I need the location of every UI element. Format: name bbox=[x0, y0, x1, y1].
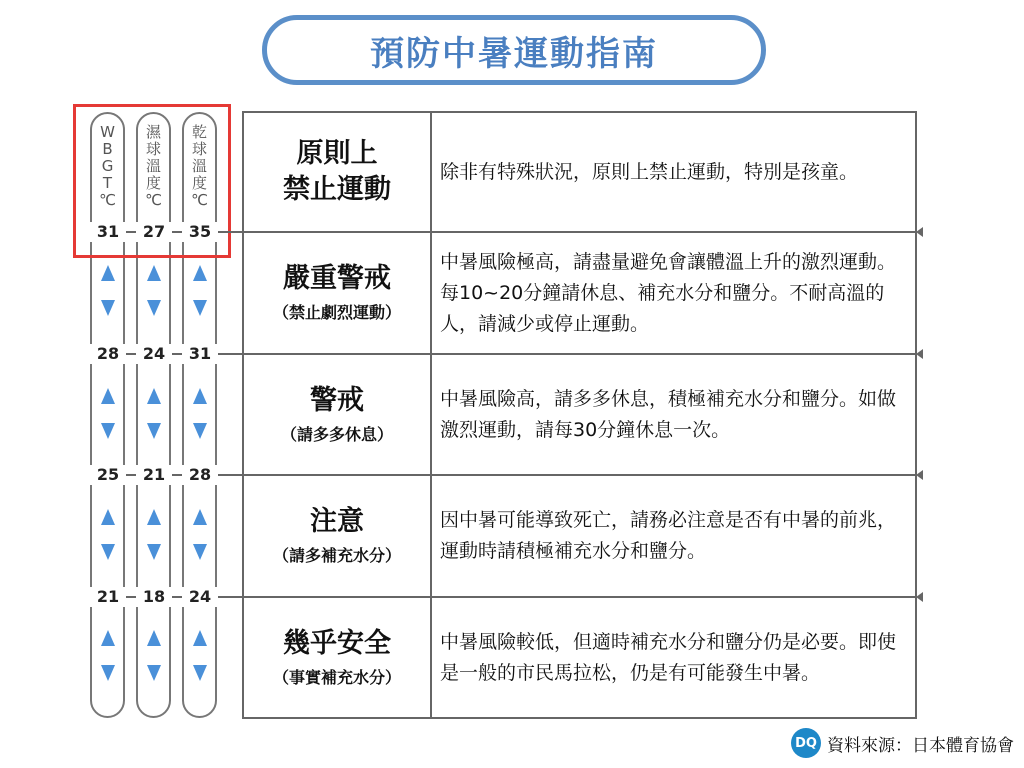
level-name: 幾乎安全 bbox=[283, 627, 391, 659]
source-credit bbox=[791, 728, 1014, 758]
down-arrow-icon bbox=[193, 423, 207, 439]
down-arrow-icon bbox=[147, 423, 161, 439]
wet-bulb-value: 24 bbox=[136, 344, 172, 364]
wet-bulb-header: 濕 球 溫 度 ℃ bbox=[145, 123, 162, 209]
level-cell bbox=[244, 233, 430, 353]
down-arrow-icon bbox=[193, 300, 207, 316]
level-description: 中暑風險較低，但適時補充水分和鹽分仍是必要。即使是一般的市民馬拉松，仍是有可能發生中暑。 bbox=[440, 630, 897, 684]
table-column-divider bbox=[430, 111, 432, 719]
level-description: 中暑風險高，請多多休息，積極補充水分和鹽分。如做激烈運動，請每30分鐘休息一次。 bbox=[440, 387, 897, 441]
up-arrow-icon bbox=[101, 509, 115, 525]
title-banner bbox=[262, 15, 766, 85]
level-name: 原則上 bbox=[296, 138, 378, 169]
down-arrow-icon bbox=[147, 300, 161, 316]
down-arrow-icon bbox=[147, 544, 161, 560]
dry-bulb-value: 24 bbox=[182, 587, 218, 607]
source-text: 資料來源：日本體育協會 bbox=[827, 735, 1014, 756]
down-arrow-icon bbox=[101, 423, 115, 439]
level-name: 注意 bbox=[310, 506, 364, 537]
wet-bulb-value: 18 bbox=[136, 587, 172, 607]
level-description: 因中暑可能導致死亡，請務必注意是否有中暑的前兆，運動時請積極補充水分和鹽分。 bbox=[440, 509, 897, 562]
level-cell bbox=[244, 598, 430, 717]
level-name: 警戒 bbox=[310, 384, 364, 416]
down-arrow-icon bbox=[101, 300, 115, 316]
down-arrow-icon bbox=[101, 544, 115, 560]
up-arrow-icon bbox=[101, 388, 115, 404]
up-arrow-icon bbox=[101, 630, 115, 646]
down-arrow-icon bbox=[101, 665, 115, 681]
level-name: 嚴重警戒 bbox=[283, 263, 391, 294]
up-arrow-icon bbox=[147, 265, 161, 281]
down-arrow-icon bbox=[193, 665, 207, 681]
row-marker-icon bbox=[916, 470, 923, 480]
up-arrow-icon bbox=[147, 630, 161, 646]
row-marker-icon bbox=[916, 227, 923, 237]
up-arrow-icon bbox=[147, 509, 161, 525]
level-cell bbox=[244, 113, 430, 231]
down-arrow-icon bbox=[147, 665, 161, 681]
dq-logo-icon: DQ bbox=[791, 728, 821, 758]
wet-bulb-value: 27 bbox=[136, 222, 172, 242]
level-cell bbox=[244, 355, 430, 474]
level-cell bbox=[244, 476, 430, 596]
up-arrow-icon bbox=[193, 388, 207, 404]
up-arrow-icon bbox=[193, 265, 207, 281]
dry-bulb-value: 28 bbox=[182, 465, 218, 485]
up-arrow-icon bbox=[147, 388, 161, 404]
up-arrow-icon bbox=[101, 265, 115, 281]
level-name: 禁止運動 bbox=[283, 174, 391, 205]
level-subtitle: （請多多休息） bbox=[280, 424, 393, 444]
dry-bulb-header: 乾 球 溫 度 ℃ bbox=[191, 123, 208, 209]
row-marker-icon bbox=[916, 349, 923, 359]
dry-bulb-value: 31 bbox=[182, 344, 218, 364]
level-subtitle: （事實補充水分） bbox=[272, 667, 401, 687]
level-subtitle: （禁止劇烈運動） bbox=[272, 303, 401, 322]
down-arrow-icon bbox=[193, 544, 207, 560]
level-description: 除非有特殊狀況，原則上禁止運動，特別是孩童。 bbox=[440, 160, 859, 183]
wbgt-value: 21 bbox=[90, 587, 126, 607]
page-title: 預防中暑運動指南 bbox=[370, 33, 658, 74]
level-subtitle: （請多補充水分） bbox=[272, 546, 401, 565]
wbgt-value: 31 bbox=[90, 222, 126, 242]
wet-bulb-value: 21 bbox=[136, 465, 172, 485]
dry-bulb-value: 35 bbox=[182, 222, 218, 242]
up-arrow-icon bbox=[193, 630, 207, 646]
wbgt-value: 25 bbox=[90, 465, 126, 485]
up-arrow-icon bbox=[193, 509, 207, 525]
level-description: 中暑風險極高，請盡量避免會讓體溫上升的激烈運動。每10~20分鐘請休息、補充水分和鹽分。不耐高溫的人，請減少或停止運動。 bbox=[440, 250, 897, 335]
wbgt-header: W B G T ℃ bbox=[99, 123, 116, 209]
row-marker-icon bbox=[916, 592, 923, 602]
wbgt-value: 28 bbox=[90, 344, 126, 364]
